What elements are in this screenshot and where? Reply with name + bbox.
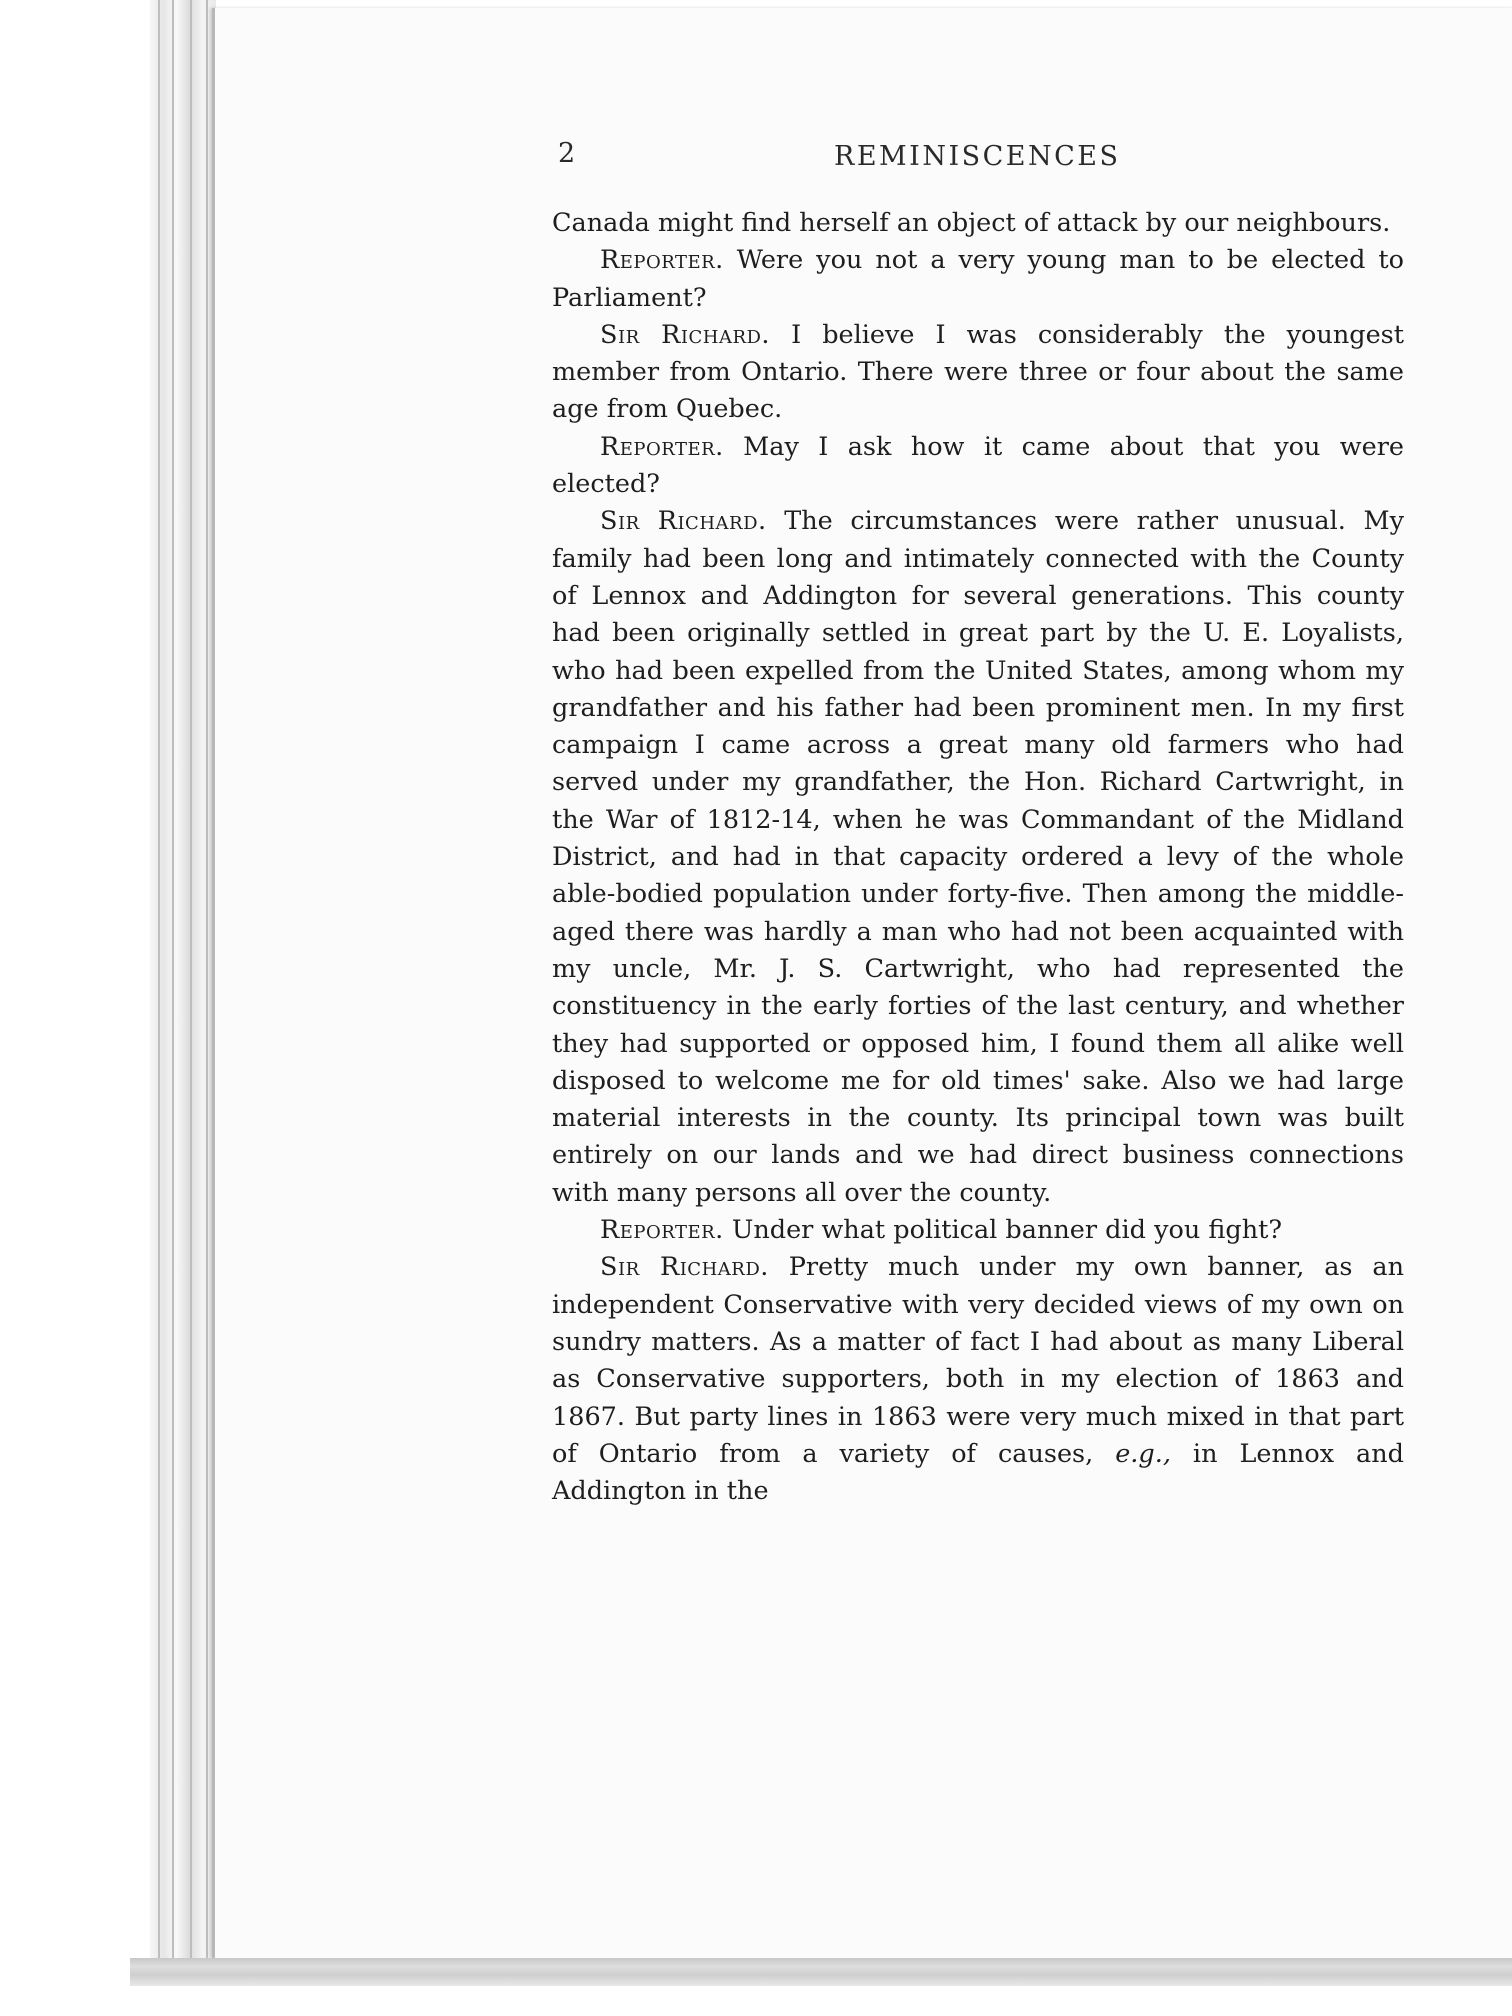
speaker-label: Reporter.: [600, 431, 724, 462]
paragraph: [552, 242, 1404, 317]
paragraph: [552, 503, 1404, 1212]
paragraph-text: Were you not a very young man to be elected to Parliament?: [552, 245, 1404, 313]
body-text: [552, 205, 1404, 1510]
italic-abbreviation: e.g.,: [1115, 1438, 1171, 1469]
paragraph-text: The circumstances were rather unusual. My family had been long and intimately connected with the County of Lennox and Addington for several generations. This county had been originally settled in great part by the U. E. Loyalists, who had been expelled from the United States, among whom my grandfather and his father had been prominent men. In my first campaign I came across a great many old farmers who had served under my grandfather, the Hon. Richard Cartwright, in the War of 1812-14, when he was Commandant of the Midland District, and had in that capacity ordered a levy of the whole able-bodied population under forty-five. Then among the middle-aged there was hardly a man who had not been acquainted with my uncle, Mr. J. S. Cartwright, who had represented the constituency in the early forties of the last century, and whether they had supported or opposed him, I found them all alike well disposed to welcome me for old times' sake. Also we had large material interests in the county. Its principal town was built entirely on our lands and we had direct business connections with many persons all over the county.: [552, 506, 1404, 1208]
paragraph: [552, 205, 1404, 242]
page-edge-line: [190, 0, 192, 1965]
page-edge-line: [172, 0, 174, 1965]
paragraph: [552, 429, 1404, 504]
paragraph-text: in Lennox and Addington in the: [552, 1438, 1405, 1507]
page-number: 2: [558, 138, 576, 169]
page-edge-line: [206, 0, 208, 1965]
paragraph-text: Canada might find herself an object of attack by our neighbours.: [552, 208, 1391, 238]
speaker-label: Reporter.: [600, 245, 724, 276]
paragraph-text: Pretty much under my own banner, as an independent Conservative with very decided views of my own on sundry matters. As a matter of fact I had about as many Liberal as Conservative supporters, both in my election of 1863 and 1867. But party lines in 1863 were very much mixed in that part of Ontario from a variety of causes,: [552, 1252, 1404, 1469]
speaker-label: Reporter.: [600, 1215, 724, 1246]
paragraph: [552, 1249, 1404, 1510]
speaker-label: Sir Richard.: [600, 1252, 769, 1283]
speaker-label: Sir Richard.: [600, 506, 767, 537]
paragraph-text: May I ask how it came about that you were elected?: [552, 431, 1404, 500]
paragraph-text: Under what political banner did you fight?: [723, 1215, 1283, 1246]
paragraph: [552, 317, 1404, 429]
paragraph-text: I believe I was considerably the youngest member from Ontario. There were three or four about the same age from Quebec.: [552, 319, 1405, 425]
book-bottom-edge: [130, 1958, 1512, 1986]
running-title: REMINISCENCES: [834, 141, 1121, 172]
page-edge-stack: [150, 0, 216, 1965]
paragraph: [552, 1212, 1404, 1249]
running-header: [558, 138, 1438, 182]
speaker-label: Sir Richard.: [600, 319, 771, 350]
page-edge-line: [158, 0, 160, 1965]
